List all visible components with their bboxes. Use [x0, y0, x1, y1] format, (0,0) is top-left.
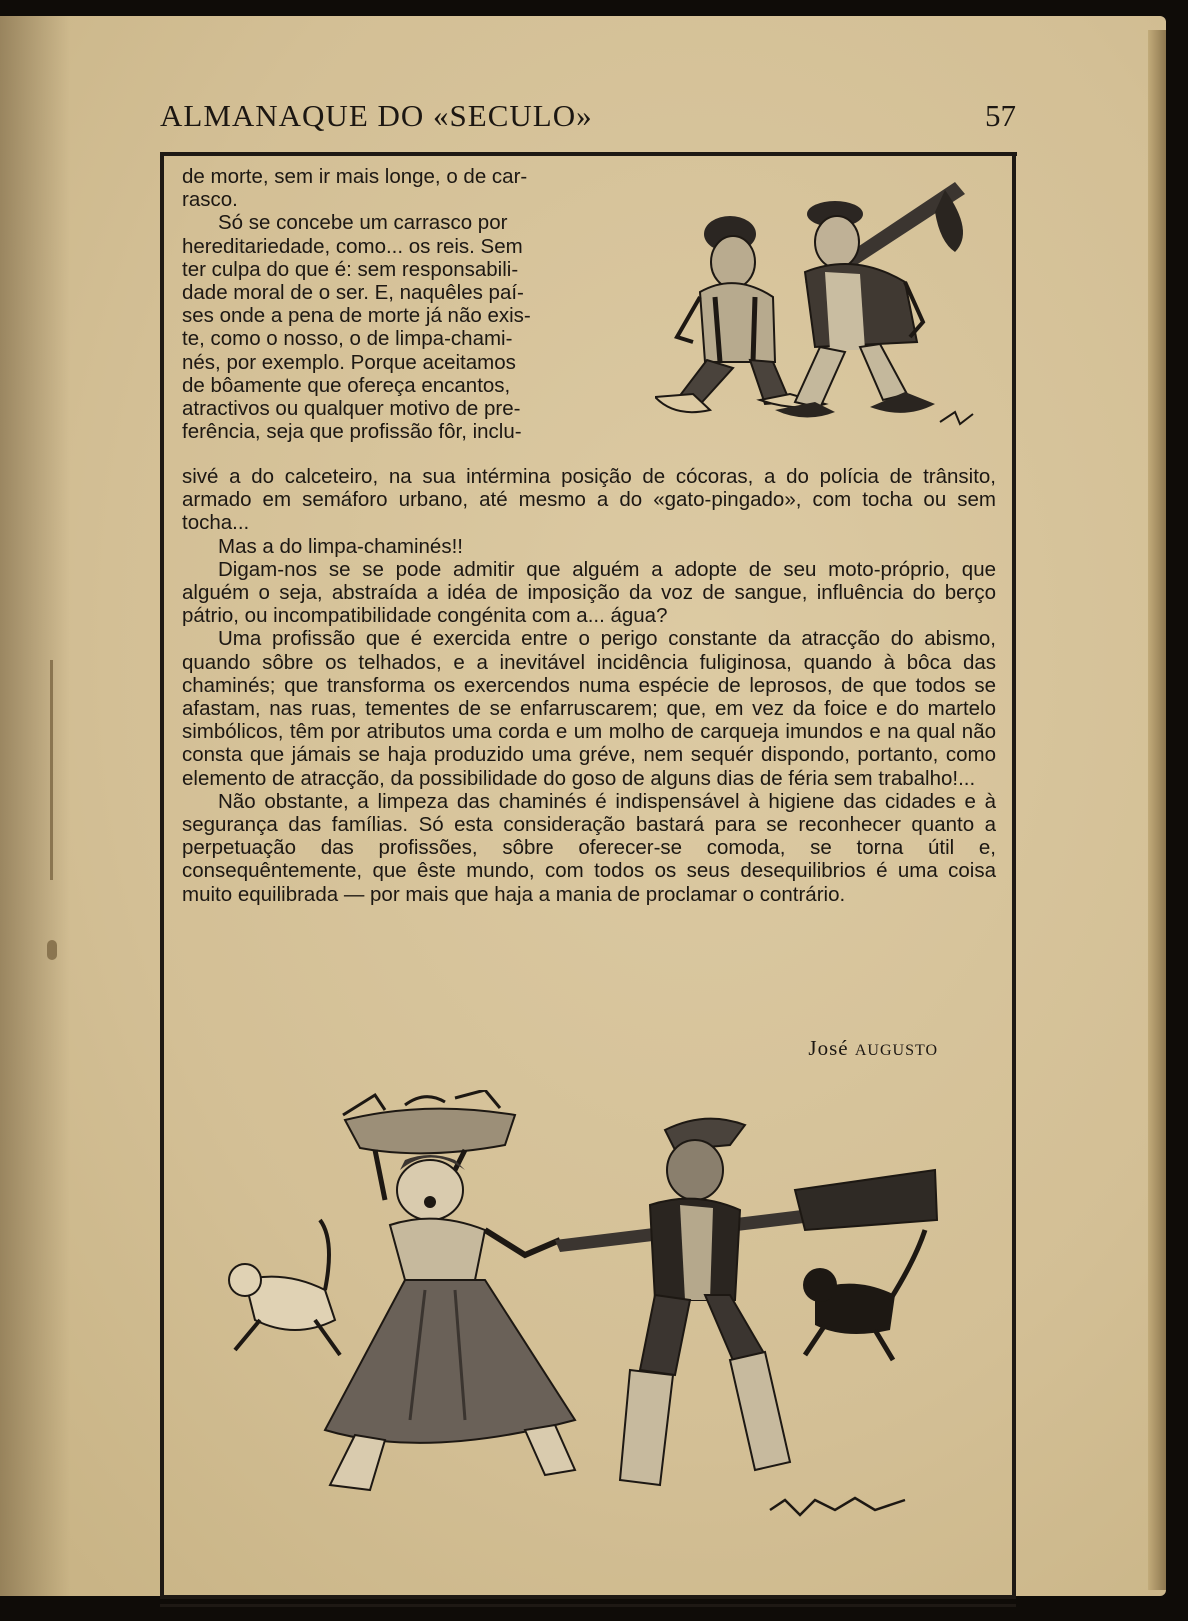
article-line: ter culpa do que é: sem responsabili- — [182, 257, 519, 281]
article-paragraph: Uma profissão que é exercida entre o perigo constante da atracção do abismo, quando sôbre os telhados, e a inevitável incidência fuliginosa, quando à bôca das chaminés; que transforma os exercendos numa espécie de leprosos, de que todos se afastam, nas ruas, tementes de se enfarruscarem; que, em vez da foice e do martelo simbólicos, têm por atributos uma corda e um molho de carqueja imundos e na qual não consta que jámais se haja produzido uma gréve, nem sequér dispondo, portanto, como elemento de atracção, da possibilidade do goso de alguns dias de féria sem trabalho!... — [182, 627, 996, 790]
soot-sack — [795, 1170, 937, 1230]
article-body — [182, 165, 996, 906]
running-title: ALMANAQUE DO «SECULO» — [160, 98, 593, 133]
article-line: de morte, sem ir mais longe, o de car- — [182, 165, 528, 188]
artist-signature-mark — [770, 1498, 905, 1515]
article-paragraph: Não obstante, a limpeza das chaminés é indispensável à higiene das cidades e à segurança das famílias. Só esta consideração bastará para se reconhecer quanto a perpetuação das profissões, sôbre oferecer-se comoda, se torna útil e, consequêntemente, que êste mundo, com todos os seus desequilibrios é uma coisa muito equilibrada — por mais que haja a mania de proclamar o contrário. — [182, 789, 996, 906]
binding-knot — [47, 940, 57, 960]
article-paragraph: sivé a do calceteiro, na sua intérmina posição de cócoras, a do polícia de trânsito, armado em semáforo urbano, até mesmo a do «gato-pingado», com tocha ou sem tocha... — [182, 465, 996, 535]
author-signature — [808, 1036, 938, 1061]
author-last-name: AUGUSTO — [854, 1042, 938, 1059]
page-number: 57 — [985, 98, 1016, 133]
frame-right-border — [1012, 156, 1016, 1596]
binding-stitch — [50, 660, 53, 880]
binding-shadow — [0, 16, 70, 1596]
article-line: ses onde a pena de morte já não exis- — [182, 304, 531, 328]
right-cat-figure — [803, 1230, 925, 1360]
article-line: te, como o nosso, o de limpa-chami- — [182, 327, 513, 351]
left-cat-figure — [229, 1220, 340, 1355]
article-line: atractivos ou qualquer motivo de pre- — [182, 397, 521, 421]
article-line: rasco. — [182, 188, 238, 212]
sweep-man-figure — [620, 1119, 790, 1485]
article-line: ferência, seja que profissão fôr, inclu- — [182, 420, 522, 444]
frame-left-border — [160, 156, 164, 1596]
fish-basket — [343, 1090, 515, 1153]
woman-figure — [325, 1150, 575, 1490]
article-paragraph: Mas a do limpa-chaminés!! — [218, 534, 463, 558]
article-line: de bôamente que ofereça encantos, — [182, 373, 511, 397]
article-paragraph: Digam-nos se se pode admitir que alguém a adopte de seu moto-próprio, que alguém o seja, abstraída a idéa de imposição da voz de sangue, influência do berço pátrio, ou incompatibilidade congénita com a... água? — [182, 557, 996, 628]
woman-and-sweep-with-cats-illustration — [225, 1090, 977, 1565]
footer-rule — [160, 1604, 1016, 1607]
illustration-space — [608, 165, 996, 465]
page-header — [160, 98, 1016, 142]
article-line: hereditariedade, como... os reis. Sem — [182, 234, 523, 258]
article-line: nés, por exemplo. Porque aceitamos — [182, 350, 516, 374]
header-rule — [160, 152, 1017, 156]
article-line: Só se concebe um carrasco por — [218, 211, 508, 235]
article-line: dade moral de o ser. E, naquêles paí- — [182, 281, 524, 305]
frame-bottom-border — [160, 1595, 1016, 1599]
page-edge — [1148, 30, 1166, 1590]
author-first-name: José — [808, 1036, 849, 1060]
